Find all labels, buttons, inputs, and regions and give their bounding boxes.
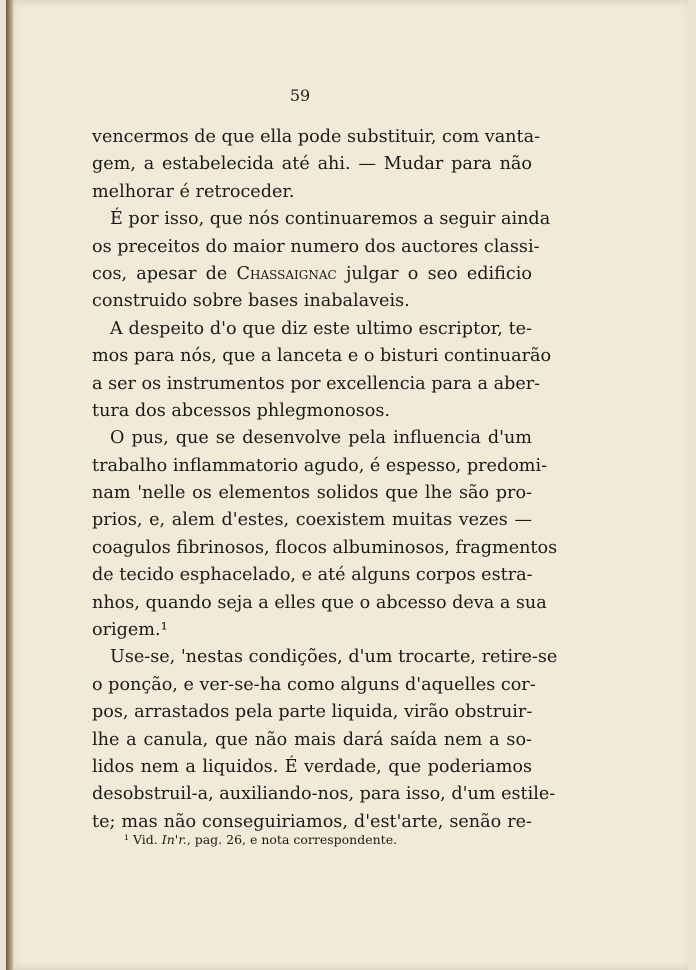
text-line: mos para nós, que a lanceta e o bisturi continuarão (92, 346, 552, 367)
text-line: de tecido esphacelado, e até alguns corpos estra- (92, 565, 533, 586)
text-line (92, 261, 532, 288)
text-line: nhos, quando seja a elles que o abcesso deva a sua (92, 592, 547, 613)
text-line: a ser os instrumentos por excellencia para a aber- (92, 373, 541, 394)
text-line: pos, arrastados pela parte liquida, virão obstruir- (92, 702, 533, 723)
page-body-text (92, 124, 558, 836)
footnote-text: , pag. 26, e nota correspondente. (186, 832, 398, 847)
footnote-prefix: Vid. (133, 832, 162, 847)
text-line: É por isso, que nós continuaremos a seguir ainda (110, 209, 551, 230)
text-line: A despeito d'o que diz este ultimo escriptor, te- (110, 318, 532, 339)
text-line: lhe a canula, que não mais dará saída nem a so- (92, 729, 532, 750)
text-line: te; mas não conseguiriamos, d'est'arte, senão re- (92, 811, 532, 832)
text-line: gem, a estabelecida até ahi. — Mudar para não (92, 154, 532, 175)
book-page (6, 0, 688, 970)
text-line: o ponção, e ver-se-ha como alguns d'aquelles cor- (92, 674, 536, 695)
text-line-segment: julgar o seo edificio (336, 263, 532, 284)
text-line: Use-se, 'nestas condições, d'um trocarte, retire-se (110, 647, 558, 668)
text-line: tura dos abcessos phlegmonosos. (92, 400, 390, 421)
text-line: coagulos fibrinosos, flocos albuminosos, fragmentos (92, 537, 558, 558)
text-line: origem.¹ (92, 620, 168, 641)
footnote-marker: ¹ (124, 832, 130, 847)
footnote-abbreviation: In'r. (161, 832, 187, 847)
text-line: nam 'nelle os elementos solidos que lhe são pro- (92, 483, 532, 504)
text-line: desobstruil-a, auxiliando-nos, para isso, d'um estile- (92, 784, 556, 805)
book-spine-edge (6, 0, 14, 970)
footnote (124, 832, 397, 847)
page-number: 59 (289, 86, 311, 105)
text-line: O pus, que se desenvolve pela influencia d'um (110, 428, 532, 449)
text-line: os preceitos do maior numero dos auctores classi- (92, 236, 540, 257)
author-name-small-caps: Chassaignac (236, 263, 337, 284)
text-line-segment: cos, apesar de (92, 263, 237, 284)
text-line: prios, e, alem d'estes, coexistem muitas vezes — (92, 510, 532, 531)
text-line: melhorar é retroceder. (92, 181, 295, 202)
text-line: trabalho inflammatorio agudo, é espesso, predomi- (92, 455, 548, 476)
text-line: vencermos de que ella pode substituir, com vanta- (92, 127, 541, 147)
text-line: lidos nem a liquidos. É verdade, que poderiamos (92, 756, 532, 777)
text-line: construido sobre bases inabalaveis. (92, 291, 410, 312)
